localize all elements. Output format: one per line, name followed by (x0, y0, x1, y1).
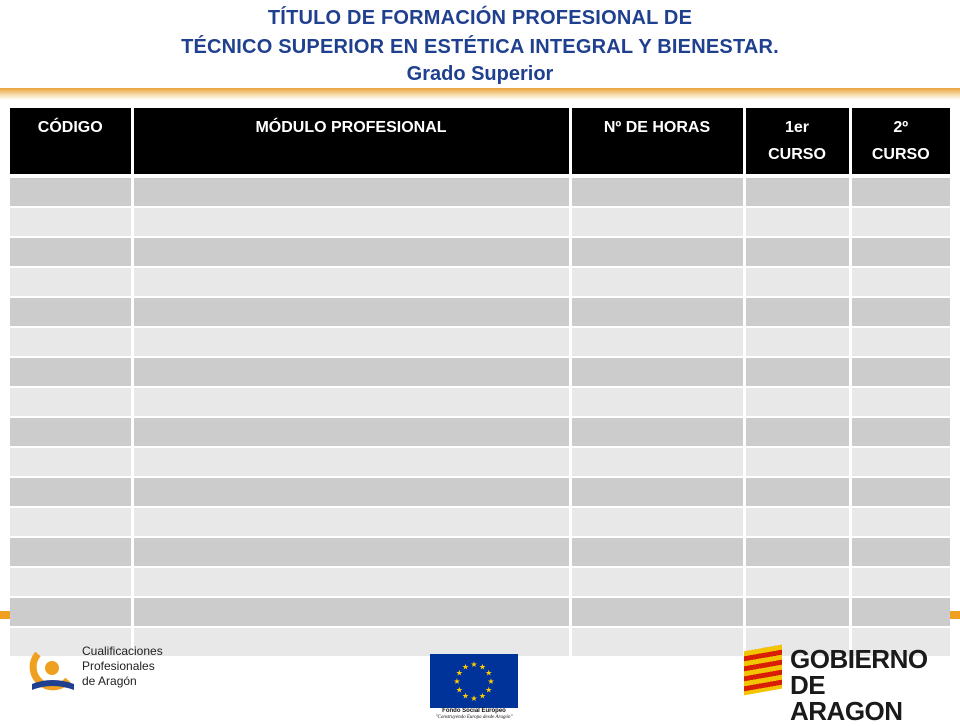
table-cell (570, 207, 744, 237)
table-cell (132, 537, 570, 567)
eu-star-icon: ★ (461, 662, 470, 672)
title-grade: Grado Superior (406, 63, 554, 85)
eu-star-icon: ★ (470, 694, 478, 703)
table-cell (570, 597, 744, 627)
table-cell (850, 237, 950, 267)
table-cell (850, 207, 950, 237)
table-cell (850, 297, 950, 327)
table-cell (10, 387, 132, 417)
table-cell (10, 507, 132, 537)
eu-star-icon: ★ (478, 662, 487, 672)
table-cell (744, 447, 850, 477)
table-cell (10, 237, 132, 267)
header-curso-1-a: 1er (784, 119, 810, 136)
table-header-row (10, 108, 950, 176)
table-cell (10, 477, 132, 507)
table-cell (132, 387, 570, 417)
table-cell (10, 537, 132, 567)
table-cell (10, 297, 132, 327)
modules-table (10, 108, 950, 656)
table-cell (850, 477, 950, 507)
page-title (0, 4, 960, 87)
table-row (10, 237, 950, 267)
table-cell (850, 537, 950, 567)
table-cell (570, 176, 744, 207)
table-row (10, 297, 950, 327)
eu-caption: Fondo Social Europeo (442, 708, 506, 714)
eu-star-icon: ★ (455, 685, 463, 695)
header-curso-1 (744, 108, 850, 176)
table-cell (570, 327, 744, 357)
eu-logo (426, 650, 522, 720)
table-cell (132, 237, 570, 267)
table-row (10, 477, 950, 507)
table-cell (744, 357, 850, 387)
table-cell (570, 627, 744, 656)
table-cell (10, 207, 132, 237)
table-cell (744, 267, 850, 297)
table-cell (850, 447, 950, 477)
table-cell (744, 207, 850, 237)
table-cell (850, 267, 950, 297)
table-row (10, 567, 950, 597)
table-cell (132, 507, 570, 537)
table-cell (570, 507, 744, 537)
table-row (10, 207, 950, 237)
table-row (10, 417, 950, 447)
header-curso-2-a: 2º (893, 119, 909, 136)
eu-star-icon: ★ (470, 660, 478, 669)
table-cell (744, 417, 850, 447)
eu-star-icon: ★ (453, 677, 461, 686)
table-row (10, 357, 950, 387)
cualificaciones-icon (28, 650, 76, 692)
table-cell (850, 567, 950, 597)
table-cell (10, 597, 132, 627)
table-cell (132, 357, 570, 387)
header-curso-2-b: CURSO (871, 146, 930, 163)
table-cell (744, 597, 850, 627)
aragon-flag-icon (744, 645, 782, 696)
table-row (10, 327, 950, 357)
gobierno-aragon-logo (742, 644, 942, 726)
table-cell (744, 537, 850, 567)
gobierno-line-1: GOBIERNO (790, 644, 928, 674)
table-cell (744, 567, 850, 597)
table-cell (850, 357, 950, 387)
table-cell (132, 207, 570, 237)
table-row (10, 537, 950, 567)
table-cell (570, 417, 744, 447)
table-cell (850, 327, 950, 357)
table-cell (570, 297, 744, 327)
table-row (10, 267, 950, 297)
table-cell (744, 387, 850, 417)
table-row (10, 176, 950, 207)
table-cell (744, 507, 850, 537)
table-row (10, 507, 950, 537)
title-line-1: TÍTULO DE FORMACIÓN PROFESIONAL DE (267, 7, 693, 29)
eu-star-icon: ★ (487, 677, 495, 686)
header-codigo: CÓDIGO (10, 108, 132, 176)
table-cell (570, 357, 744, 387)
table-cell (132, 297, 570, 327)
table-cell (850, 387, 950, 417)
table-cell (850, 597, 950, 627)
table-cell (744, 327, 850, 357)
table-cell (10, 176, 132, 207)
cualificaciones-line-3: de Aragón (82, 674, 137, 688)
table-cell (850, 417, 950, 447)
table-cell (132, 567, 570, 597)
header-curso-1-b: CURSO (768, 146, 826, 163)
table-cell (132, 267, 570, 297)
eu-motto: "Construyendo Europa desde Aragón" (435, 715, 513, 720)
header-horas: Nº DE HORAS (570, 108, 744, 176)
cualificaciones-line-1: Cualificaciones (82, 644, 163, 658)
gobierno-line-2: DE ARAGON (790, 670, 903, 726)
table-cell (850, 176, 950, 207)
table-cell (132, 176, 570, 207)
eu-star-icon: ★ (455, 668, 463, 678)
eu-star-icon: ★ (461, 691, 470, 701)
header-curso-2 (850, 108, 950, 176)
table-cell (744, 297, 850, 327)
table-cell (570, 477, 744, 507)
table-row (10, 447, 950, 477)
table-cell (570, 537, 744, 567)
table-cell (132, 447, 570, 477)
table-cell (132, 477, 570, 507)
table-cell (132, 417, 570, 447)
table-cell (10, 417, 132, 447)
table-cell (10, 567, 132, 597)
table-cell (744, 477, 850, 507)
table-cell (570, 237, 744, 267)
table-cell (570, 567, 744, 597)
cualificaciones-logo (28, 640, 188, 696)
table-row (10, 387, 950, 417)
header-modulo: MÓDULO PROFESIONAL (132, 108, 570, 176)
table-cell (132, 327, 570, 357)
top-divider (0, 88, 960, 100)
table-cell (850, 507, 950, 537)
table-cell (744, 237, 850, 267)
table-cell (570, 447, 744, 477)
table-cell (132, 597, 570, 627)
table-cell (10, 447, 132, 477)
eu-flag-icon (430, 654, 518, 708)
eu-star-icon: ★ (478, 691, 487, 701)
table-cell (10, 327, 132, 357)
cualificaciones-text (82, 644, 163, 689)
table-row (10, 597, 950, 627)
cualificaciones-line-2: Profesionales (82, 659, 155, 673)
table-cell (744, 176, 850, 207)
table-cell (570, 387, 744, 417)
eu-star-icon: ★ (485, 668, 493, 678)
table-body (10, 176, 950, 656)
eu-star-icon: ★ (485, 685, 493, 695)
title-line-2: TÉCNICO SUPERIOR EN ESTÉTICA INTEGRAL Y BIENESTAR. (181, 36, 779, 58)
table-cell (10, 357, 132, 387)
table-cell (10, 267, 132, 297)
gobierno-text (790, 646, 942, 724)
table-cell (570, 267, 744, 297)
